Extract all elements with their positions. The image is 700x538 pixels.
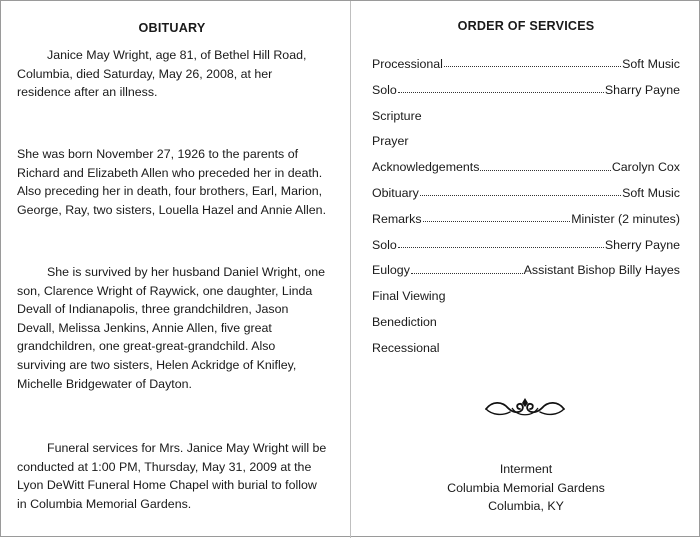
service-name: Eulogy [372,263,410,278]
service-item [372,186,680,212]
service-item [372,212,680,238]
obituary-column [17,19,327,511]
dot-leader [480,170,610,171]
obituary-paragraph-4: Funeral services for Mrs. Janice May Wright will be conducted at 1:00 PM, Thursday, May 31, 2009 at the Lyon DeWitt Funeral Home Chapel with burial to follow in Columbia Memorial Gardens. [17,441,327,511]
service-name: Final Viewing [372,289,446,304]
scroll-flourish-icon [482,395,568,421]
service-item [372,160,680,186]
service-performer: Minister (2 minutes) [571,211,680,226]
service-item [372,134,680,160]
service-item [372,57,680,83]
fold-divider [350,1,351,538]
interment-block [372,460,680,516]
service-performer: Soft Music [622,185,680,200]
service-name: Remarks [372,211,422,226]
service-name: Recessional [372,340,440,355]
service-item [372,289,680,315]
service-performer: Sherry Payne [604,237,680,252]
obituary-paragraph-3: She is survived by her husband Daniel Wright, one son, Clarence Wright of Raywick, one daughter, Linda Devall of Indianapolis, three grandchildren, Jason Devall, Melissa Jenkins, Annie Allen, five great grandchildren, one great-great-grandchild. Also surviving are two sisters, Helen Ackridge of Knifley, Michelle Bridgewater of Dayton. [17,265,326,391]
dot-leader [444,66,621,67]
service-name: Obituary [372,185,419,200]
service-item [372,341,680,367]
services-heading: ORDER OF SERVICES [457,19,595,33]
service-item [372,315,680,341]
dot-leader [398,247,604,248]
services-list [372,57,680,367]
interment-title: Interment [499,462,553,476]
interment-cemetery: Columbia Memorial Gardens [447,480,605,495]
dot-leader [398,92,604,93]
service-item [372,83,680,109]
service-item [372,109,680,135]
service-item [372,238,680,264]
obituary-paragraph-2: She was born November 27, 1926 to the parents of Richard and Elizabeth Allen who preceded her in death. Also preceding her in death, four brothers, Earl, Marion, George, Ray, two sisters, Louella Hazel and Annie Allen. [17,147,327,217]
service-name: Acknowledgements [372,160,480,175]
service-name: Scripture [372,108,422,123]
interment-location: Columbia, KY [488,499,564,514]
service-item [372,263,680,289]
obituary-heading: OBITUARY [138,21,206,35]
service-performer: Sharry Payne [604,82,680,97]
service-name: Prayer [372,134,409,149]
dot-leader [411,273,523,274]
obituary-paragraph-1: Janice May Wright, age 81, of Bethel Hill Road, Columbia, died Saturday, May 26, 2008, at her residence after an illness. [17,48,307,100]
service-performer: Assistant Bishop Billy Hayes [523,263,680,278]
service-name: Solo [372,82,397,97]
service-name: Processional [372,57,443,71]
services-column [372,19,680,514]
service-performer: Carolyn Cox [611,160,680,175]
dot-leader [420,195,621,196]
service-name: Benediction [372,314,437,329]
service-performer: Soft Music [622,57,680,71]
service-name: Solo [372,237,397,252]
dot-leader [423,221,571,222]
